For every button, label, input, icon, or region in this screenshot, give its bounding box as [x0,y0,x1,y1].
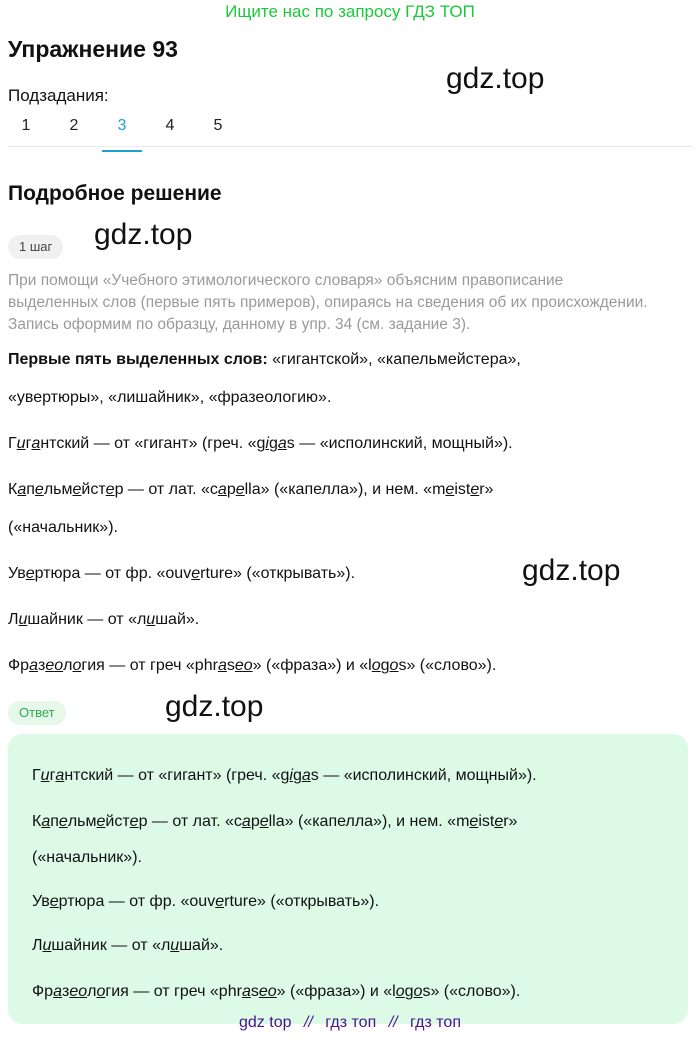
etymology-uvertyura: Увертюра — от фр. «ouverture» («открывать»). [8,565,356,582]
etymology-frazeologia: Фразеология — от греч «phraseo» («фраза») и «logos» («слово»). [8,657,497,674]
footer [0,1014,700,1032]
divider [8,146,692,147]
tab-3[interactable]: 3 [98,112,146,146]
tab-5[interactable]: 5 [213,117,223,134]
intro-line: Запись оформим по образцу, данному в упр. 34 (см. задание 3). [8,316,471,333]
intro-text [8,270,692,336]
answer-badge: Ответ [8,701,66,725]
answer-uvertyura: Увертюра — от фр. «ouverture» («открывать»). [32,893,380,910]
first-words-bold: Первые пять выделенных слов: [8,351,268,368]
subtask-tabs [2,112,242,146]
answer-lishainik: Лишайник — от «лишай». [32,937,224,954]
answer-box [8,734,688,1024]
tab-2[interactable]: 2 [69,117,79,134]
section-title: Подробное решение [8,182,222,205]
first-words-line [8,348,692,372]
step-badge: 1 шаг [8,235,63,259]
watermark: gdz.top [522,554,621,587]
intro-line: выделенных слов (первые пять примеров), опираясь на сведения об их происхождении. [8,294,648,311]
tab-1[interactable]: 1 [21,117,31,134]
etymology-kapelmeister: Капельмейстер — от лат. «capella» («капелла»), и нем. «meister» [8,481,494,498]
footer-link-gdz-top[interactable]: gdz top [239,1014,292,1031]
footer-link-gdz-top-ru-2[interactable]: гдз топ [410,1014,461,1031]
subtasks-label: Подзадания: [8,86,109,105]
page-title: Упражнение 93 [8,36,178,62]
top-banner: Ищите нас по запросу ГДЗ ТОП [225,2,475,21]
footer-link-gdz-top-ru[interactable]: гдз топ [325,1014,377,1031]
watermark: gdz.top [446,62,545,95]
watermark: gdz.top [94,218,193,251]
first-words-rest: «гигантской», «капельмейстера», [267,351,521,368]
solution-body [8,348,692,678]
answer-frazeologia: Фразеология — от греч «phraseo» («фраза») и «logos» («слово»). [32,983,521,1000]
footer-separator: // [303,1014,313,1031]
etymology-kapelmeister-2: («начальник»). [8,519,118,536]
answer-kapelmeister: Капельмейстер — от лат. «capella» («капелла»), и нем. «meister» [32,813,518,830]
etymology-lishainik: Лишайник — от «лишай». [8,611,200,628]
tab-4[interactable]: 4 [165,117,175,134]
answer-gigantsky: Гигантский — от «гигант» (греч. «gigas — «исполинский, мощный»). [32,767,537,784]
etymology-gigantsky: Гигантский — от «гигант» (греч. «gigas — «исполинский, мощный»). [8,435,513,452]
answer-kapelmeister-2: («начальник»). [32,849,142,866]
first-words-line-2: «увертюры», «лишайник», «фразеологию». [8,389,332,406]
footer-separator: // [388,1014,398,1031]
watermark: gdz.top [165,690,264,723]
intro-line: При помощи «Учебного этимологического словаря» объясним правописание [8,272,564,289]
